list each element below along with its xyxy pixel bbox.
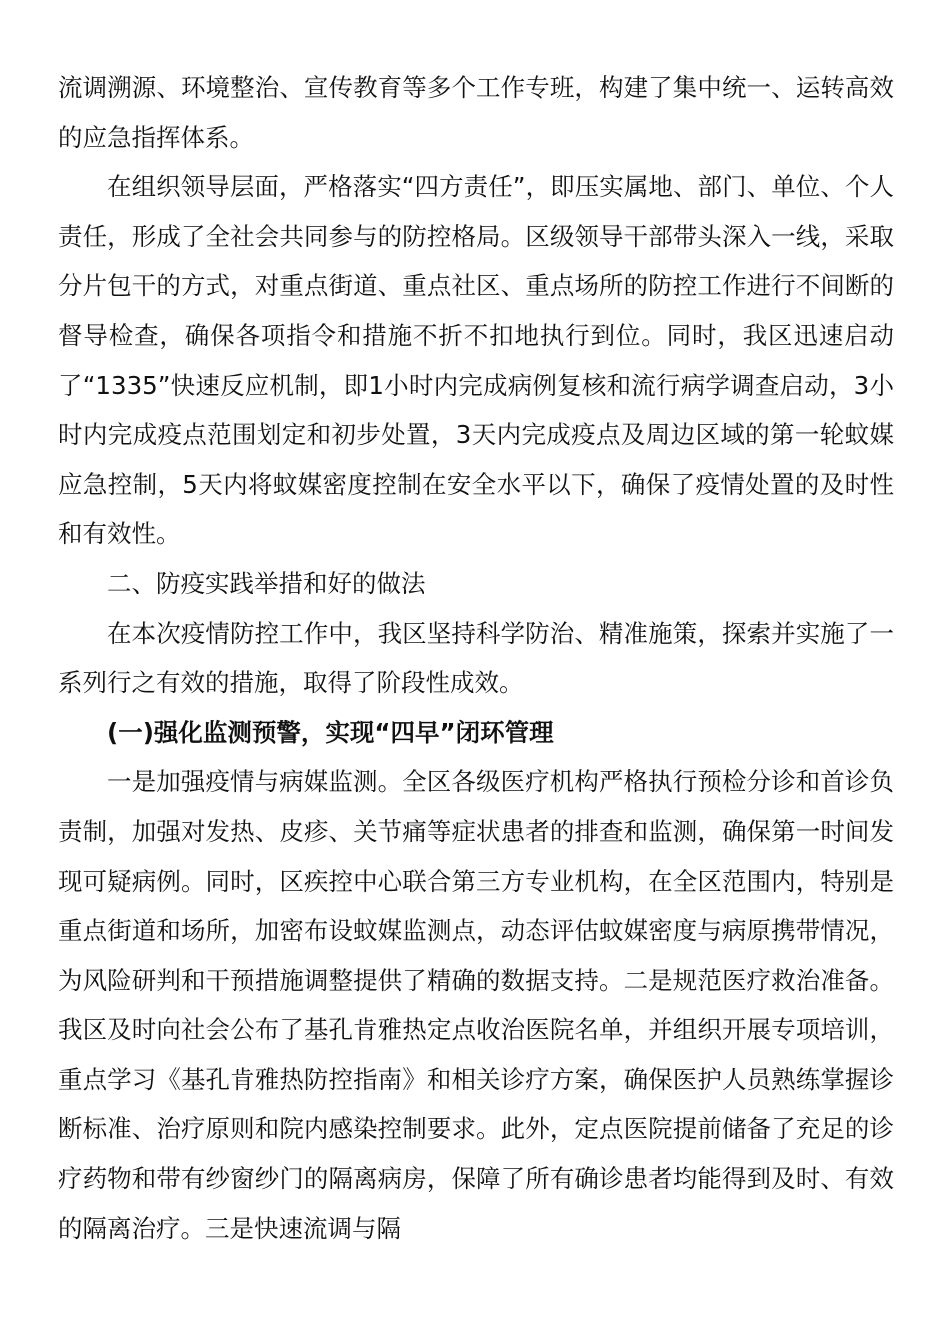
subsection-heading: (一)强化监测预警，实现“四早”闭环管理 xyxy=(107,717,554,747)
paragraph-monitoring: 一是加强疫情与病媒监测。全区各级医疗机构严格执行预检分诊和首诊负责制，加强对发热、皮疹、关节痛等症状患者的排查和监测，确保第一时间发现可疑病例。同时，区疾控中心联合第三方专业机构，在全区范围内，特别是重点街道和场所，加密布设蚊媒监测点，动态评估蚊媒密度与病原携带情况，为风险研判和干预措施调整提供了精确的数据支持。二是规范医疗救治准备。我区及时向社会公布了基孔肯雅热定点收治医院名单，并组织开展专项培训，重点学习《基孔肯雅热防控指南》和相关诊疗方案，确保医护人员熟练掌握诊断标准、治疗原则和院内感染控制要求。此外，定点医院提前储备了充足的诊疗药物和带有纱窗纱门的隔离病房，保障了所有确诊患者均能得到及时、有效的隔离治疗。三是快速流调与隔 xyxy=(58,767,894,1243)
section-heading: 二、防疫实践举措和好的做法 xyxy=(107,568,426,598)
paragraph-organization-leadership: 在组织领导层面，严格落实“四方责任”，即压实属地、部门、单位、个人责任，形成了全社会共同参与的防控格局。区级领导干部带头深入一线，采取分片包干的方式，对重点街道、重点社区、重点场所的防控工作进行不间断的督导检查，确保各项指令和措施不折不扣地执行到位。同时，我区迅速启动了“1335”快速反应机制，即1小时内完成病例复核和流行病学调查启动，3小时内完成疫点范围划定和初步处置，3天内完成疫点及周边区域的第一轮蚊媒应急控制，5天内将蚊媒密度控制在安全水平以下，确保了疫情处置的及时性和有效性。 xyxy=(58,172,894,549)
paragraph-continued: 流调溯源、环境整治、宣传教育等多个工作专班，构建了集中统一、运转高效的应急指挥体系。 xyxy=(58,73,894,152)
document-page xyxy=(58,63,894,1253)
paragraph-section-intro: 在本次疫情防控工作中，我区坚持科学防治、精准施策，探索并实施了一系列行之有效的措施，取得了阶段性成效。 xyxy=(58,618,894,698)
